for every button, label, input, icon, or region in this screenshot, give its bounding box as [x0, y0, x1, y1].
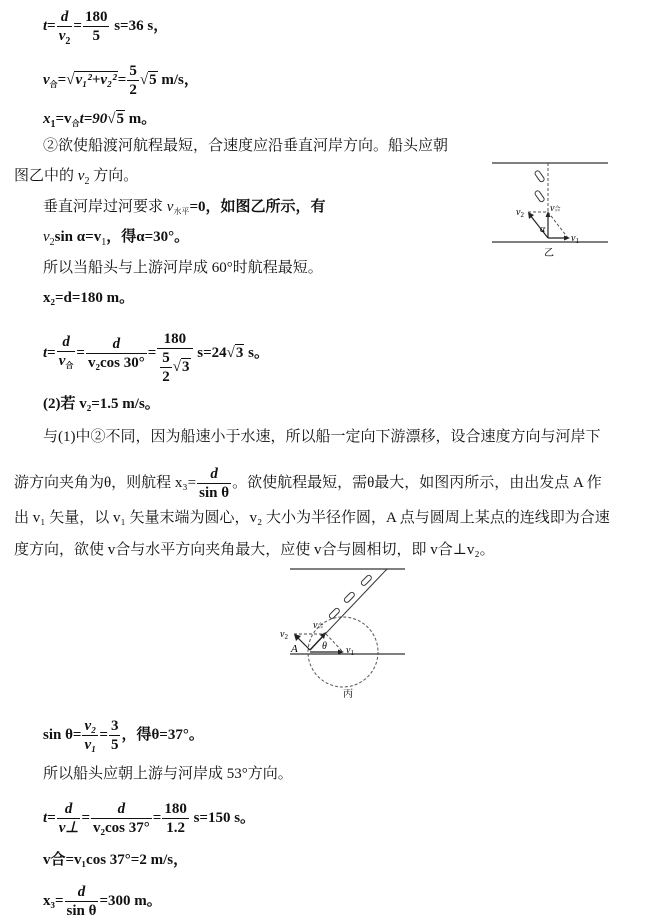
text: ，得θ=37°。 [121, 726, 204, 743]
v2-vector [530, 215, 548, 238]
sqrt-3: √3 [172, 358, 190, 375]
para-line-2 [14, 465, 602, 502]
text: =v [55, 111, 72, 127]
figure-caption-bing: 丙 [343, 689, 353, 700]
boat-icon [360, 574, 372, 586]
denominator [157, 349, 192, 386]
equation-t3: t= $\frac{d}{v\perp}$ = $\frac{d}{\text{v₂cos 37°}}$ = $\frac{180}{1.2}$ s=150 s。 [43, 801, 256, 836]
var-v: v [58, 352, 66, 369]
result-text: s=36 s， [110, 17, 169, 34]
var-v: v [43, 229, 50, 245]
heading-60-line: 所以当船头与上游河岸成 60°时航程最短。 [43, 260, 323, 276]
equation-t2: t= $\frac{d}{v_合}$ = $\frac{d}{\text{v₂cos 30°}}$ = 180 $\frac{5}{2}$ √3 s=24√3 s。 [43, 331, 269, 385]
unit-text: m。 [125, 111, 157, 127]
subscript: 1 [101, 237, 107, 248]
subscript-he: 合 [49, 79, 58, 89]
var-v: v [58, 28, 66, 44]
denominator: v₁ [84, 737, 97, 753]
denominator: 2 [162, 369, 170, 385]
numerator: d [65, 883, 99, 902]
text: s=24 [193, 344, 227, 361]
text: t=90 [79, 111, 108, 127]
denominator: sin θ [199, 485, 230, 501]
equation-t-time: t= $\frac{d}{v_2}$ = $\frac{180}{5}$ s=36 s， [43, 9, 169, 47]
subscript-horizontal: 水平 [173, 207, 190, 216]
label-A: A [291, 643, 298, 655]
fraction-d-over-vhe [57, 333, 76, 375]
sqrt-5: √5 [139, 71, 157, 88]
var-x: x [43, 111, 51, 127]
numerator: 180 [157, 330, 192, 349]
radicand: 5 [116, 111, 125, 127]
var-t: t [43, 344, 48, 361]
dashed-construction [548, 212, 568, 238]
equation-v-resultant: $v_合=√v_1^2+v_2^2=$ $\frac{5}{2}$ √5 m/s， [43, 63, 199, 98]
numerator: 5 [162, 350, 170, 366]
subscript: 2 [84, 176, 90, 187]
fraction-3-over-5 [109, 717, 121, 754]
fraction-5-over-2 [160, 349, 172, 386]
text: t= [43, 809, 56, 826]
figure-bing-diagram [270, 560, 410, 700]
numerator: d [57, 800, 81, 819]
denominator: 1.2 [166, 820, 185, 836]
part2-header: (2)若 v₂=1.5 m/s。 [43, 396, 160, 412]
fraction-180-over-1.2 [162, 800, 189, 837]
radicand: 5 [149, 71, 157, 88]
denominator: v₂cos 30° [87, 355, 145, 371]
equation-x2: x₂=d=180 m。 [43, 290, 135, 306]
heading-53-line: 所以船头应朝上游与河岸成 53°方向。 [43, 766, 293, 782]
subscript: 2 [65, 36, 71, 47]
arrowhead-icon [528, 212, 534, 219]
label-v2: $v_2$ [280, 629, 288, 641]
fraction-5-over-2 [127, 62, 139, 99]
radicand: 3 [235, 344, 244, 361]
sqrt-expression: √v₁²+v₂² [66, 71, 117, 88]
label-v2: $v_2$ [516, 207, 524, 219]
var-v: v [166, 199, 174, 215]
label-v1: $v_1$ [346, 645, 354, 657]
text: s。 [244, 344, 269, 361]
boat-icon [343, 591, 355, 603]
fraction-d-over-sin-theta [65, 883, 99, 920]
radicand: v₁²+v₂² [75, 71, 117, 88]
figure-yi-diagram [480, 150, 653, 265]
denominator: 2 [129, 82, 137, 98]
sqrt-5: √5 [107, 111, 125, 127]
var-v: v [43, 71, 50, 88]
label-theta: θ [322, 641, 327, 652]
text: 垂直河岸过河要求 [43, 199, 167, 215]
equation-x3 [43, 883, 162, 920]
text: 方向。 [89, 168, 139, 184]
text: ，得α=30°。 [106, 229, 190, 245]
equation-v-he-37: v合=v₁cos 37°=2 m/s， [43, 852, 189, 868]
var-t: t [43, 17, 48, 34]
unit-text: m/s， [157, 71, 199, 88]
fraction-d-over-vperp [57, 800, 81, 837]
sin-alpha-line [43, 228, 189, 246]
label-v1: $v_1$ [571, 233, 579, 245]
text: 图乙中的 [14, 168, 78, 184]
equation-sin-theta: sin θ= $\frac{\text{v₂}}{\text{v₁}}$ = $\frac{3}{5}$ ，得θ=37°。 [43, 718, 204, 753]
numerator: 180 [84, 9, 108, 25]
denominator: 5 [92, 28, 100, 44]
figure-caption-yi: 乙 [544, 248, 554, 259]
condition-line [43, 198, 326, 221]
equation-x1 [43, 110, 156, 133]
numerator: 3 [110, 718, 119, 734]
numerator: d [197, 465, 231, 484]
numerator: d [57, 333, 76, 352]
fraction-d-over-v2cos30 [86, 335, 147, 372]
denominator: sin θ [66, 903, 97, 919]
numerator: d [91, 800, 152, 819]
subscript: 2 [49, 237, 55, 248]
boat-icon [534, 170, 545, 183]
para-line-1: 与(1)中②不同，因为船速小于水速，所以船一定向下游漂移，设合速度方向与河岸下 [43, 429, 601, 445]
denominator [57, 352, 76, 375]
subscript-he: 合 [65, 360, 74, 370]
text: sin θ= [43, 726, 82, 743]
radicand: 3 [182, 358, 190, 375]
para-line-3: 出 v₁ 矢量，以 v₁ 矢量末端为圆心，v₂ 大小为半径作圆，A 点与圆周上某点的连线即为合速 [14, 510, 610, 526]
label-alpha: α [540, 224, 546, 235]
text: x₃= [43, 892, 64, 909]
para-line-4: 度方向，欲使 v合与水平方向夹角最大，应使 v合与圆相切，即 v合⊥v₂。 [14, 542, 495, 558]
numerator: v₂ [84, 718, 97, 734]
item2-line1: ②欲使船渡河航程最短，合速度应沿垂直河岸方向。船头应朝 [43, 138, 449, 154]
text: 。欲使航程最短，需θ最大，如图丙所示，由出发点 A 作 [232, 474, 602, 491]
numerator: d [57, 8, 73, 27]
fraction-d-over-sin-theta [197, 465, 231, 502]
text: 游方向夹角为θ，则航程 x₃= [14, 474, 197, 491]
dashed-construction [326, 634, 343, 652]
v2-vector [297, 637, 310, 650]
fraction-180-over-5 [83, 8, 110, 45]
numerator: 180 [164, 801, 187, 817]
denominator: 5 [110, 737, 119, 753]
label-v-he: v合 [550, 203, 561, 214]
numerator: d [86, 335, 147, 354]
denominator: v₂cos 37° [93, 820, 150, 836]
numerator: 5 [129, 63, 137, 79]
subscript: 1 [50, 119, 56, 130]
denominator [57, 27, 73, 45]
fraction-d-over-v2cos37 [91, 800, 152, 837]
fraction-180-over-5-2-root3 [157, 330, 192, 386]
sqrt-3: √3 [226, 344, 244, 361]
fraction-d-over-v2 [57, 8, 73, 45]
text: =300 m。 [99, 892, 162, 909]
text: s=150 s。 [189, 809, 256, 826]
subscript-he: 合 [71, 119, 80, 128]
fraction-v2-over-v1 [82, 717, 98, 754]
var-v: v [77, 168, 85, 184]
boat-icon [534, 190, 545, 203]
denominator: v⊥ [58, 820, 79, 836]
label-v-he: v合 [313, 620, 324, 631]
item2-line2 [14, 167, 138, 185]
text: =0，如图乙所示，有 [189, 199, 326, 215]
text: sin α=v [54, 229, 102, 245]
